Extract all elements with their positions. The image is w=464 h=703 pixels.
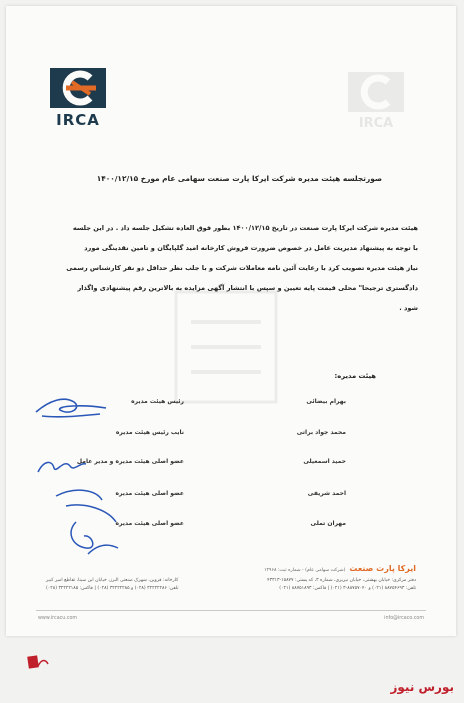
- watermark-brand: بورس نیوز: [390, 680, 454, 694]
- member-role: عضو اصلی هیئت مدیره: [115, 520, 184, 527]
- body-line: با توجه به پیشنهاد مدیریت عامل در خصوص ضرورت فروش کارخانه امید گلپایگان و تامین نقدینگی مورد: [84, 244, 418, 252]
- board-heading: هیئت مدیره:: [334, 372, 376, 380]
- member-role: رئیس هیئت مدیره: [131, 398, 184, 405]
- letter-sheet: [6, 6, 456, 636]
- member-role: نایب رئیس هیئت مدیره: [115, 429, 184, 436]
- body-line: دادگستری ترجیحا" محلی قیمت پایه تعیین و سپس با انتشار آگهی مزایده به بالاترین رقم پیشنهادی واگذار: [77, 284, 418, 292]
- member-name: محمد جواد براتی: [296, 429, 346, 436]
- body-line: هیئت مدیره شرکت ایرکا پارت صنعت در تاریخ ۱۴۰۰/۱۲/۱۵ بطور فوق العاده تشکیل جلسه داد . در این جلسه: [72, 224, 418, 232]
- member-role: عضو اصلی هیئت مدیره: [115, 490, 184, 497]
- member-name: حمید اسمعیلی: [303, 458, 346, 465]
- footer-factory-address: کارخانه: قزوین، شهرک صنعتی البرز، خیابان ابن سینا، تقاطع امیر کبیر: [46, 578, 179, 583]
- footer-office-phone: تلفن: ۸۸۷۵۴۶۹۳ (۰۲۱) و ۸۸۷۵۷۰۴۰-۳ (۰۲۱) | فاکس: ۸۸۷۵۱۸۹۳ (۰۲۱): [279, 586, 416, 591]
- body-line: نیاز هیئت مدیره تصویب کرد با رعایت آئین نامه معاملات شرکت و با جلب نظر حداقل دو نفر کارشناس رسمی: [66, 264, 418, 272]
- faded-logo-text: IRCA: [358, 116, 394, 131]
- irca-logo-icon: [50, 68, 106, 108]
- footer-factory-phone: تلفن: ۳۲۲۲۲۲۸۶ (۰۲۸) و ۳۲۲۲۲۲۸۵ (۰۲۸) | فاکس: ۳۲۲۲۲۱۸۵ (۰۲۸): [46, 586, 179, 591]
- signature-1: [30, 386, 110, 422]
- document-title: صورتجلسه هیئت مدیره شرکت ایرکا پارت صنعت سهامی عام مورخ ۱۴۰۰/۱۲/۱۵: [96, 174, 382, 183]
- body-line: شود .: [399, 304, 418, 312]
- signature-3: [46, 476, 136, 566]
- company-logo: [50, 68, 106, 129]
- faded-logo-icon: [346, 72, 406, 112]
- member-name: مهران تملی: [310, 520, 346, 527]
- logo-text: IRCA: [56, 111, 100, 129]
- footer-company: ایرکا پارت صنعت: [349, 564, 416, 573]
- member-name: بهرام بیضائی: [306, 398, 346, 405]
- faded-logo-watermark: [346, 72, 406, 131]
- resolution-text: [42, 218, 418, 318]
- footer-company-sub: (شرکت سهامی عام) - شماره ثبت: ۱۲۹۶۸: [264, 568, 346, 573]
- news-logo-icon: [26, 654, 50, 672]
- member-role: عضو اصلی هیئت مدیره و مدیر عامل: [76, 458, 184, 465]
- member-name: احمد شریفی: [307, 490, 346, 497]
- footer-company-name: [264, 564, 416, 573]
- footer-website[interactable]: www.ircacu.com: [38, 616, 78, 621]
- footer-divider: [36, 610, 426, 611]
- footer-office-address: دفتر مرکزی: خیابان بهشتی، خیابان نیریزی، شماره ۳، کد پستی: ۱۵۸۷۷-۴۳۳۱۳: [267, 578, 416, 583]
- footer-email[interactable]: info@ircaco.com: [384, 616, 424, 621]
